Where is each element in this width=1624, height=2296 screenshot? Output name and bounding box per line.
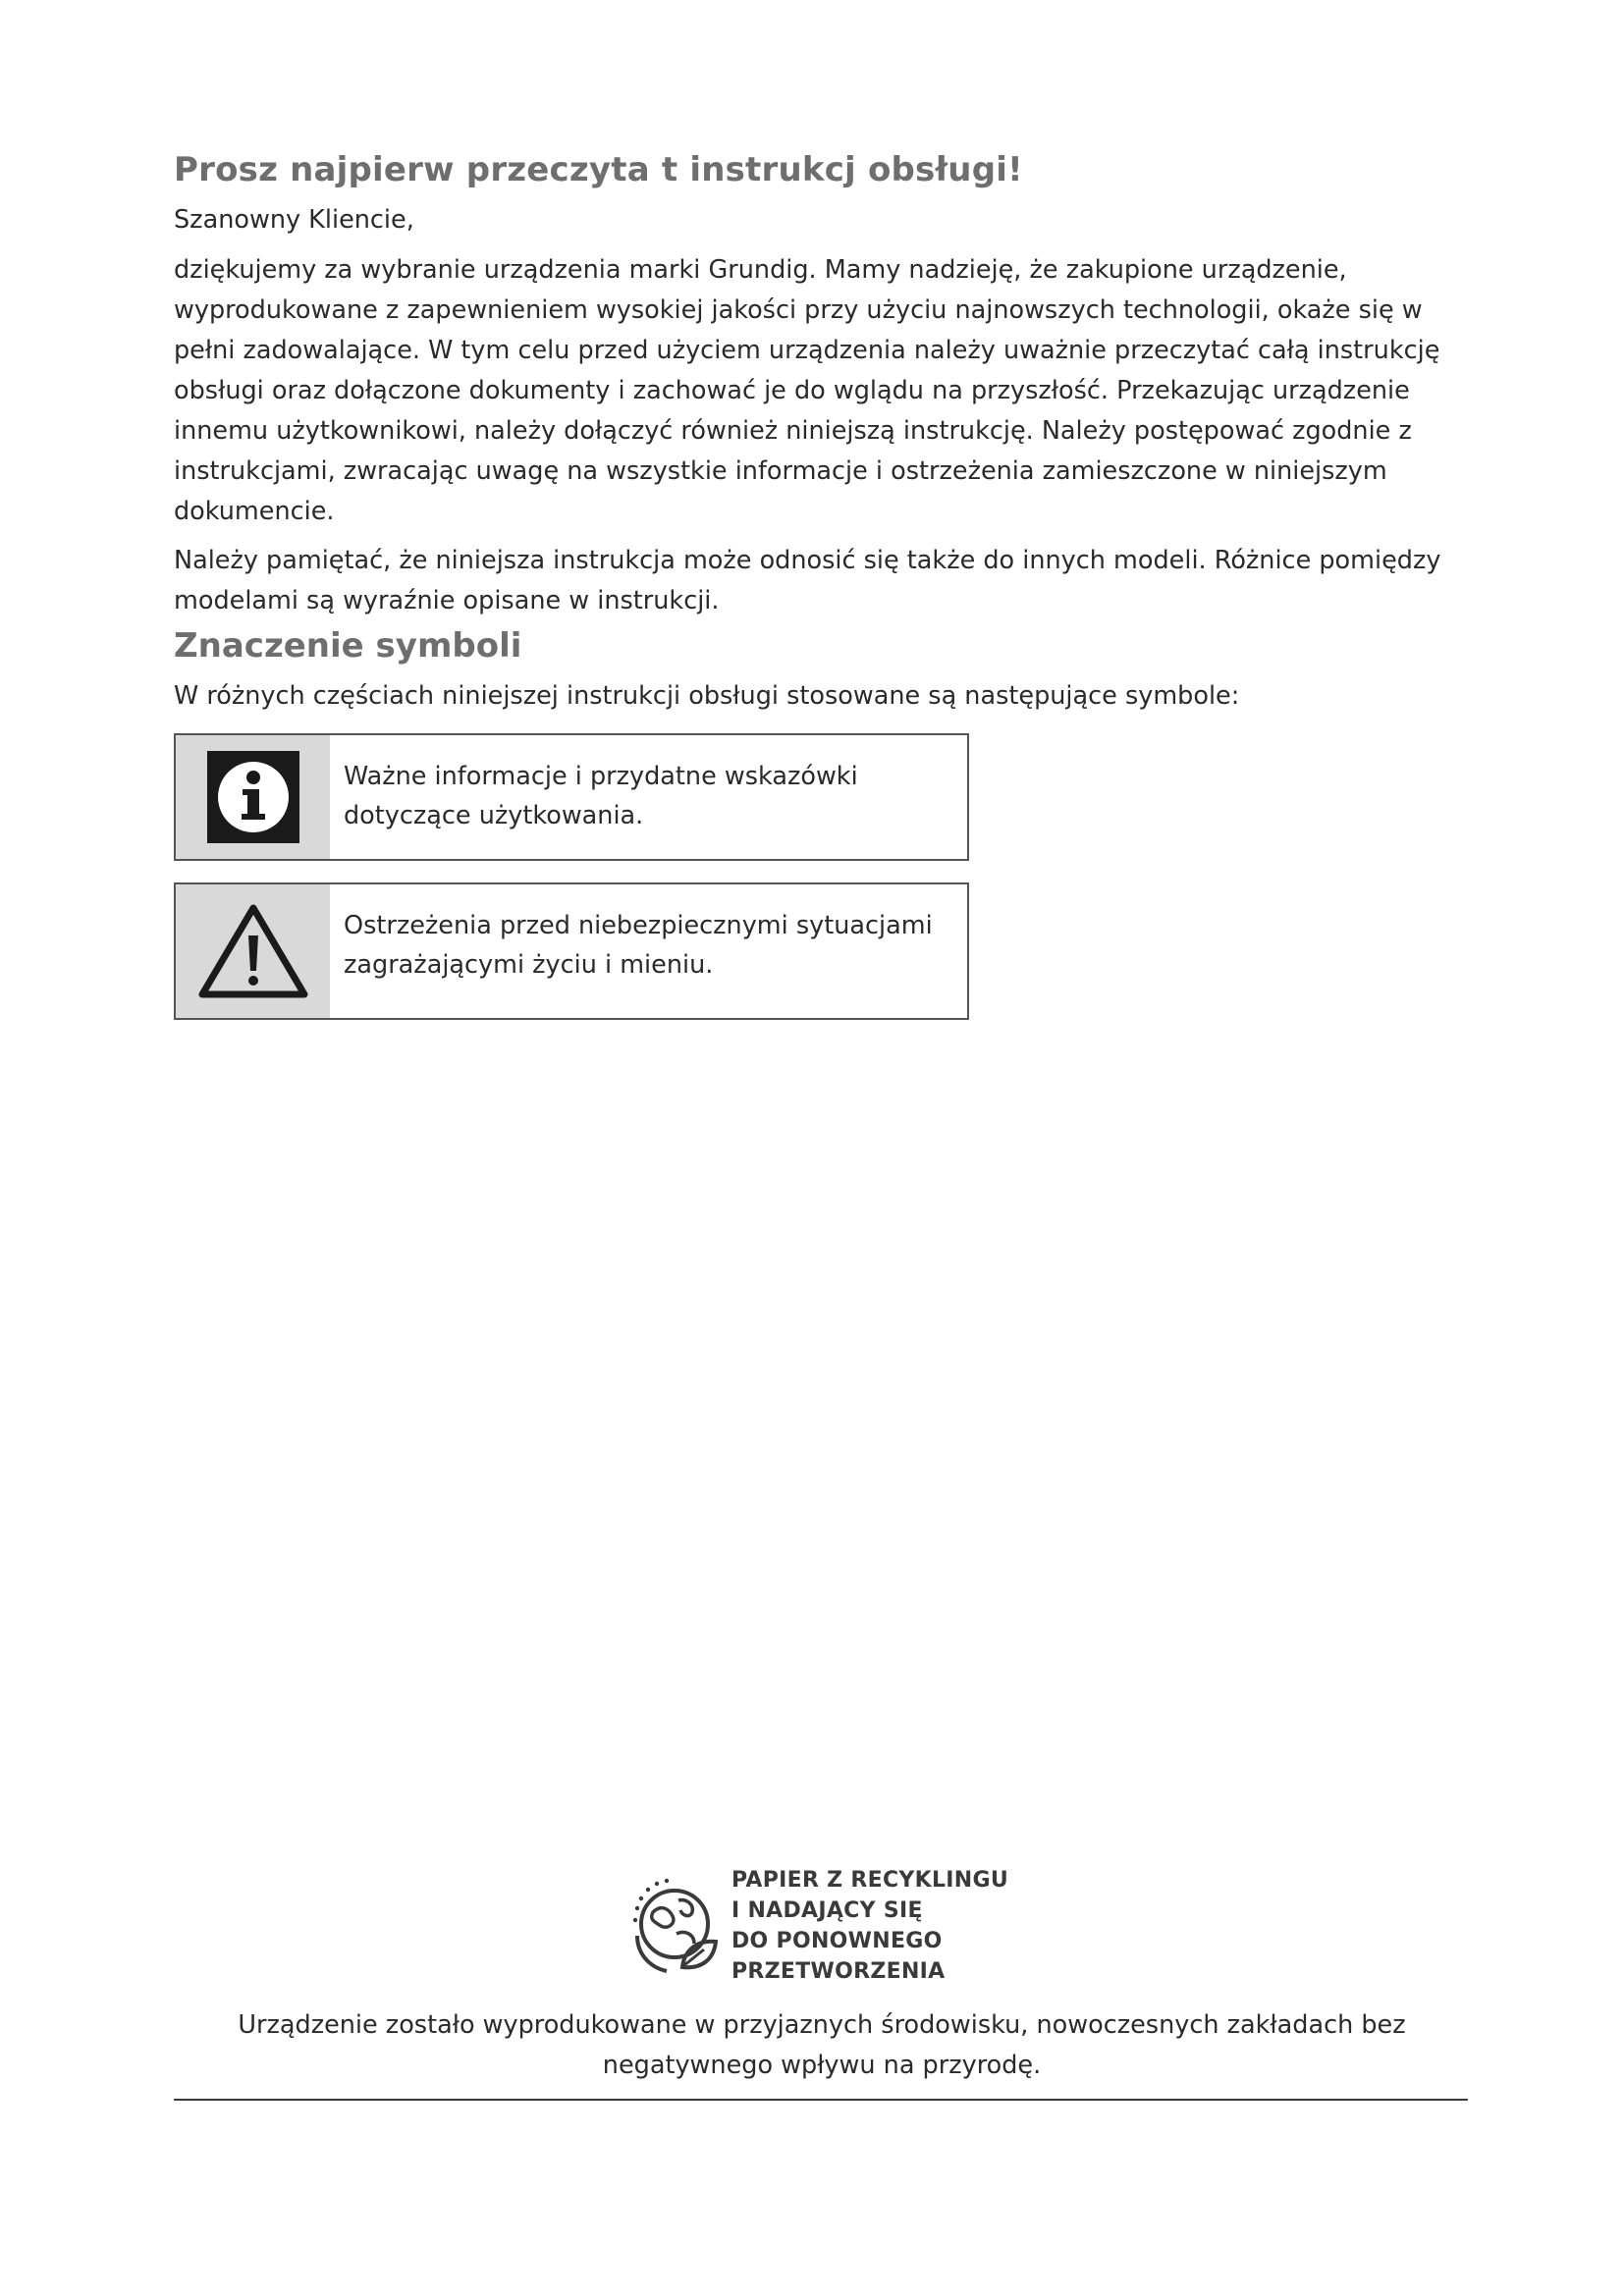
info-symbol-box bbox=[174, 733, 969, 861]
info-icon bbox=[207, 751, 299, 843]
intro-paragraph: dziękujemy za wybranie urządzenia marki Grundig. Mamy nadzieję, że zakupione urządzenie, wyprodukowane z zapewnieniem wysokiej jakości przy użyciu najnowszych technologii, okaże się w pełni zadowalające. W tym celu przed użyciem urządzenia należy uważnie przeczytać całą instrukcję obsługi oraz dołączone dokumenty i zachować je do wglądu na przyszłość. Przekazując urządzenie innemu użytkownikowi, należy dołączyć również niniejszą instrukcję. Należy postępować zgodnie z instrukcjami, zwracając uwagę na wszystkie informacje i ostrzeżenia zamieszczone w niniejszym dokumencie. bbox=[174, 255, 1440, 526]
warning-symbol-box bbox=[174, 882, 969, 1020]
eco-label-line: DO PONOWNEGO bbox=[731, 1929, 943, 1953]
warning-icon bbox=[196, 902, 310, 1000]
models-paragraph: Należy pamiętać, że niniejsza instrukcja może odnosić się także do innych modeli. Różnice pomiędzy modelami są wyraźnie opisane w instrukcji. bbox=[174, 546, 1441, 615]
environment-statement: Urządzenie zostało wyprodukowane w przyjaznych środowisku, nowoczesnych zakładach bez negatywnego wpływu na przyrodę. bbox=[238, 2010, 1406, 2080]
greeting: Szanowny Kliencie, bbox=[174, 205, 414, 235]
symbols-intro: W różnych częściach niniejszej instrukcji obsługi stosowane są następujące symbole: bbox=[174, 681, 1240, 711]
symbols-heading: Znaczenie symboli bbox=[174, 626, 522, 666]
main-content bbox=[174, 145, 1488, 1020]
warning-icon-cell bbox=[176, 884, 330, 1018]
recycled-paper-logo bbox=[623, 1865, 1036, 1993]
info-symbol-text: Ważne informacje i przydatne wskazówki dotyczące użytkowania. bbox=[344, 762, 858, 830]
page-title: Prosz najpierw przeczyta t instrukcj obsługi! bbox=[174, 150, 1023, 189]
footer-divider bbox=[174, 2099, 1468, 2101]
eco-label-line: PAPIER Z RECYKLINGU bbox=[731, 1868, 1009, 1893]
warning-symbol-text: Ostrzeżenia przed niebezpiecznymi sytuacjami zagrażającymi życiu i mieniu. bbox=[344, 911, 933, 980]
recycled-paper-icon bbox=[623, 1865, 726, 1991]
eco-label-line: PRZETWORZENIA bbox=[731, 1959, 946, 1984]
info-icon-cell bbox=[176, 735, 330, 859]
eco-label-line: I NADAJĄCY SIĘ bbox=[731, 1898, 923, 1923]
recycled-paper-label bbox=[731, 1865, 1008, 1987]
